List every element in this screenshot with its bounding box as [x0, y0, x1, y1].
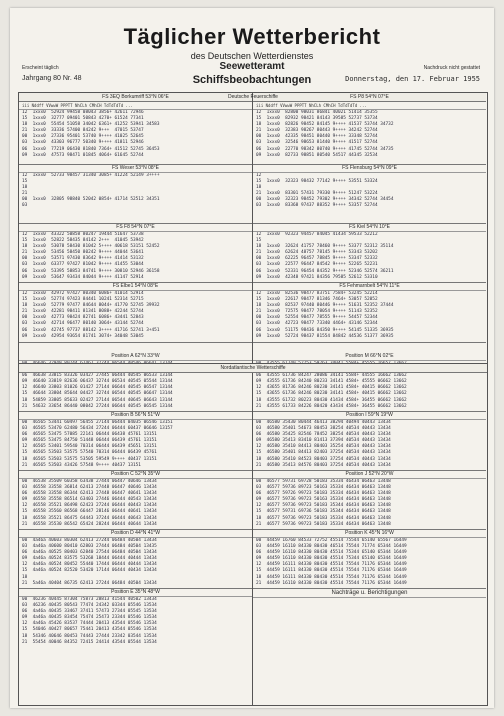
station-rows: 00 46577 59731 69728 50183 35334 46434 06463 13448 03 46577 59736 89723 50163 35334 46434 06463 13448 06 46577 59726 99723 50183 35334 46434 06463 13448 09 46577 59736 99723 50163 35334 46434 06463 13448 12 46577 59736 99723 50183 35344 46434 06463 13448 15 46577 59731 69736 50183 35344 46434 06463 13448 18 46577 59736 99723 50183 35334 46434 06463 13448 21 46577 59736 99723 50183 35334 46434 06463 13448	[256, 479, 391, 527]
document-page	[10, 8, 494, 708]
station-rows: 00 46565 53441 60497 56455 27144 06444 04035 06546 13151 03 46565 53470 62480 56434 27244 06444 60437 06646 13157 06 46565 53475 57085 22141 06444 06438 45761 13151 09 46565 53475 84750 51448 06444 06439 45761 13151 12 46565 53401 59540 70314 06444 06439 45651 13151 15 46565 53503 53575 57540 70314 06444 06439 45761 18 46565 53503 53575 53505 59549 9++++ 40437 13151 21 46565 53503 43426 57548 9++++ 40437 13151	[22, 420, 173, 468]
weather-ship-block	[19, 471, 252, 530]
station-label: FS Weser 53°N 08°E	[19, 165, 252, 173]
station-rows: 12 1xxx0 42972 97427 80340 6086+ 41014 52914 15 1xxx0 52774 97423 84441 10241 52314 52715 18 1xxx0 52779 97477 84644 8044+ 41770 52745 39932 21 1xxx0 42281 98411 81341 8088+ 42244 52744 00 1xxx0 42773 98424 82741 6086+ 43441 52843 03 1xxx0 42714 96477 80140 3064+ 43144 52744 06 1xxx0 42745 97737 88142 3++++ 41716 52741 3+451 09 1xxx0 42954 93654 81741 3074+ 34048 53045	[22, 291, 160, 339]
reprint-note: Nachdruck nicht gestattet	[423, 65, 480, 71]
station-rows: 12 1xxx0 52924 99458 08043 3856+ 42611 72946 15 1xxx0 32777 09401 50843 4270+ 61524 77341 18 1xxx0 55454 51058 34042 6361+ 41252 53941 34583 21 1xxx0 33336 57400 84242 9+++ 47015 53747 00 1xxx0 27336 95401 53740 9++++ 41025 52645 03 1xxx0 43303 96777 50340 9++++ 41811 52946 06 1xxx0 77219 06430 81840 7364+ 41512 52745 36453 09 1xxx0 47573 98471 01845 4064+ 61645 52744	[22, 110, 160, 158]
column-header: iii Nddff VVwwW PPPTT NhCLh CMhCH TdTdTdTd ...	[19, 102, 252, 110]
weather-ship-block	[253, 530, 486, 589]
station-block	[253, 224, 486, 283]
station-label: FS Elbe1 54°N 08°E	[19, 283, 252, 291]
station-rows: 00 44459 16760 84533 72752 45514 75544 65140 65567 16449 03 44459 16110 84330 80430 46514 75544 71774 65344 16449 06 44459 16110 84330 80430 45514 75344 65140 65344 16449 09 44459 16110 84330 80430 45514 75344 65140 65344 16449 12 44459 16111 84330 80430 45514 75544 71176 65344 16449 15 44459 16111 84330 80430 45514 75544 71176 65344 16449 18 44459 16111 84330 80430 45514 75544 71176 65344 16449 21 44459 16110 84330 80430 45514 75544 71176 65344 16449	[256, 538, 407, 586]
station-block	[19, 110, 252, 165]
weather-ship-block	[253, 471, 486, 530]
station-label: FS F8 54°N 07°E	[19, 224, 252, 232]
station-label: Position B 56°N 51°W	[19, 412, 252, 420]
weather-ship-block	[19, 412, 252, 471]
station-label: FS Flensburg 54°N 09°E	[253, 165, 486, 173]
left-band-label: FS 3EQ Borkumriff 53°N 06°E	[102, 94, 169, 100]
subtitle: des Deutschen Wetterdienstes	[190, 51, 314, 61]
station-block	[19, 165, 252, 224]
station-label: Position E 35°N 48°W	[19, 589, 252, 597]
weather-ship-block	[19, 530, 252, 589]
weather-ship-block	[19, 353, 252, 412]
header	[10, 8, 494, 104]
station-block	[19, 224, 252, 283]
station-block	[253, 283, 486, 343]
lightship-header-right	[253, 93, 486, 102]
issue-label: Jahrgang 80 Nr. 48	[22, 75, 82, 82]
station-rows: 12 1xxx0 82536 98477 83751 7584+ 53245 52214 15 1xxx0 22617 98477 81346 7464+ 53057 52052 18 1xxx0 82537 97440 80446 9++++ 51631 52352 37444 21 1xxx0 72575 98477 78054 9++++ 51143 52352 00 1xxx0 52554 98477 78555 9++++ 54457 52344 03 1xxx0 42723 98477 73340 4464+ 43146 52344 06 1xxx0 51175 98436 84350 9++++ 54145 51335 36935 09 1xxx0 52724 98437 81554 84842 44536 51377 36935	[256, 291, 394, 339]
office-name: Seewetteramt	[219, 61, 285, 72]
observation-table	[18, 92, 488, 706]
station-block	[253, 110, 486, 165]
station-label: FS Kiel 54°N 10°E	[253, 224, 486, 232]
frequency-label: Erscheint täglich	[22, 65, 59, 71]
column-header: iii Nddff VVwwW PPPTT NhCLh CMhCH TdTdTdTd ...	[253, 102, 486, 110]
weather-ships-header: Nordatlantische Wetterschiffe	[19, 363, 487, 373]
station-rows: 12 1xxx0 82800 98031 86841 40021 51414 35355 15 1xxx0 82932 98421 84143 39585 52737 53734 18 1xxx0 82826 98452 84145 9++++ 41537 53744 34732 21 1xxx0 32383 98267 80443 9++++ 34242 52744 00 1xxx0 42335 98451 80440 9++++ 33348 52744 03 1xxx0 32546 98653 81440 9++++ 41517 52744 06 1xxx0 22770 98342 80740 9++++ 41745 52744 34735 09 1xxx0 82733 98851 80540 54517 44345 32534	[256, 110, 394, 158]
station-label: Position I 59°N 19°W	[253, 412, 486, 420]
station-label: Position A 62°N 33°W	[19, 353, 252, 361]
corrections-header: Nachträge u. Berichtigungen	[253, 589, 486, 598]
station-block	[253, 165, 486, 224]
weather-ship-block	[253, 412, 486, 471]
right-column	[253, 93, 486, 705]
station-rows: 06 46638 33815 83326 03427 27445 06444 40545 06533 13144 09 46640 33819 82636 06437 32744 06534 40545 05544 13144 12 46640 33803 81026 01427 27144 06644 40545 06547 13144 15 46644 33804 85644 04427 32744 06544 40545 06647 13144 18 54859 33805 85633 02427 27144 06544 40645 06643 13144 21 54632 33654 86440 08042 27244 06644 40545 06545 13144	[22, 373, 173, 409]
weather-ship-block	[19, 589, 252, 647]
center-band-label: Deutsche Feuerschiffe	[228, 94, 278, 100]
left-column	[19, 93, 253, 705]
station-rows: 06 43555 61736 84247 28086 34141 5584+ 44555 16662 13662 09 43555 61736 84240 80233 34141 4584+ 45555 06662 13662 12 43655 81736 84246 80230 34141 4584+ 40415 06662 13662 15 43655 61736 84246 80230 34141 4584+ 40415 06662 13662 18 43555 61732 80223 80430 41434 4584+ 36455 06662 13662 21 43555 61733 84226 80420 43434 4584+ 36455 06662 13662	[256, 373, 407, 409]
weather-ship-block	[253, 353, 486, 412]
station-label: Position J 52°N 20°W	[253, 471, 486, 479]
page-title: Täglicher Wetterbericht	[123, 24, 381, 49]
station-rows: 00 46236 40445 87304 75873 28813 41544 40502 13434 03 46236 40435 80543 77474 24342 03344 05546 13534 06 4a46a 40435 33467 37411 57473 27344 05545 13534 09 4a46a 40435 83454 75474 25473 23344 05546 13534 12 4a46a 45426 83537 74444 20413 43544 05546 13534 15 54046 40427 80657 75441 20413 43544 05546 13534 18 54346 40646 80453 74443 27444 23342 03544 13534 21 55454 40046 84352 72415 24414 43544 05544 13534	[22, 597, 157, 645]
station-rows: 00 4a46a 40603 80304 62413 27244 06484 40504 13434 03 4a46a 40600 80410 62803 27444 06484 40504 13435 06 4a46a 40525 80403 62840 27544 06484 40504 13434 09 4a46a 40524 83575 53268 18444 06444 40444 13434 12 4a46a 40524 80452 55440 17444 06444 40444 13434 15 4a46a 40524 82520 53420 17144 06444 40434 13434 18 21 5a46a 40404 86735 62413 27244 06484 40504 13434	[22, 538, 157, 586]
station-rows: 12 1xxx0 92323 94457 84045 41434 59533 52212 15 18 1xxx0 32624 41757 78460 9++++ 53377 52312 35114 21 1xxx0 62624 48757 78145 9++++ 53343 53202 00 1xxx0 62225 96457 78845 9++++ 53347 52332 03 1xxx0 22577 96447 84542 9++++ 52265 52231 06 1xxx0 52331 96454 84352 9++++ 52346 52574 36211 09 1xxx0 42348 97421 84356 79585 52612 53310	[256, 232, 394, 280]
station-rows: 12 1xxx0 52733 98457 31340 3085+ 41224 52149 3++++ 15 18 21 00 1xxx0 32805 98840 52042 0854+ 41714 52512 34351 03	[22, 173, 160, 209]
station-label: Position K 45°N 16°W	[253, 530, 486, 538]
station-rows: 00 46538 35509 60358 63438 27444 06447 40646 13434 03 46558 33558 36814 62413 27448 06447 40646 13434 06 46558 33558 86344 62413 27448 06447 40641 13434 09 46558 35558 86514 63403 27446 06444 40543 13434 12 46558 35521 86498 62423 27244 06444 40443 13434 15 46558 35560 86568 66447 28146 06444 40641 13434 18 46558 35521 86475 64443 37244 06444 40643 13434 21 46558 35530 86542 65424 28244 06444 40644 13434	[22, 479, 157, 527]
section-title: Schiffsbeobachtungen	[192, 74, 312, 86]
date-label: Donnerstag, den 17. Februar 1955	[345, 75, 480, 83]
lightship-header-left	[19, 93, 252, 102]
station-label: Position C 52°N 35°W	[19, 471, 252, 479]
station-rows: 00 46580 35430 80444 46413 38294 40494 40443 13434 03 46580 35401 54673 80453 38254 40534 40443 13434 06 46580 35425 82546 78452 38254 40534 40443 13434 09 46580 35413 83410 81413 37394 40534 40443 13434 12 46580 35410 84413 80403 35254 40534 40443 13434 15 46580 35401 84413 82403 37254 40534 40443 13434 18 46580 35410 84523 80403 37254 40534 40443 13434 21 46580 35413 84576 80403 37254 40534 40443 13434	[256, 420, 391, 468]
station-block	[19, 283, 252, 343]
station-rows: 12 15 1xxx0 32323 98432 77142 9++++ 53551 53324 18 21 1xxx0 83301 57431 79330 9++++ 51247 53224 00 1xxx0 32323 98452 79302 9++++ 34342 52744 34454 03 1xxx0 83368 97437 88352 9++++ 53357 52744	[256, 173, 394, 209]
station-label: FS Fehmarnbelt 54°N 11°E	[253, 283, 486, 291]
station-label: Position M 66°N 02°E	[253, 353, 486, 361]
station-rows: 12 1xxx0 43322 50858 80247 19444 51647 53738 15 1xxx0 52822 58435 84142 2+++ 41045 53942 18 1xxx0 53078 58430 81042 5++++ 40618 53151 52452 21 1xxx0 53456 58450 80242 9++++ 44044 53641 00 1xxx0 53571 97430 83642 9++++ 41414 53132 03 1xxx0 63377 97427 81042 9++++ 41455 53044 06 1xxx0 53395 58853 84741 9++++ 30810 52946 36158 09 1xxx0 53647 93434 84044 9++++ 41147 52914	[22, 232, 160, 280]
right-band-label: FS P8 54°N 07°E	[350, 94, 389, 100]
station-label: Position D 44°N 41°W	[19, 530, 252, 538]
